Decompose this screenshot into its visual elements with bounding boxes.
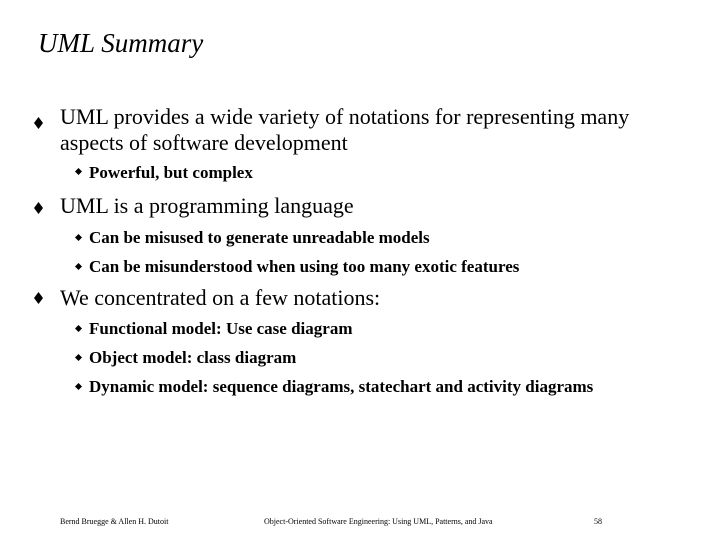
slide-title: UML Summary [38,28,204,58]
footer-page-number: 58 [594,517,602,526]
sub-bullet-item: Functional model: Use case diagram [89,319,353,338]
footer-book-title: Object-Oriented Software Engineering: Using UML, Patterns, and Java [264,517,493,526]
bullet-item: UML provides a wide variety of notations for representing many aspects of software development [60,104,630,155]
sub-bullet-item: Can be misunderstood when using too many exotic features [89,257,520,276]
diamond-subbullet-icon [75,325,82,332]
sub-bullet-item: Powerful, but complex [89,163,253,182]
diamond-bullet-icon [34,117,43,129]
diamond-bullet-icon [34,202,43,214]
diamond-subbullet-icon [75,354,82,361]
bullet-item: UML is a programming language [60,193,354,218]
diamond-subbullet-icon [75,234,82,241]
diamond-bullet-icon [34,292,43,304]
diamond-subbullet-icon [75,263,82,270]
sub-bullet-item: Dynamic model: sequence diagrams, statechart and activity diagrams [89,377,594,396]
sub-bullet-item: Can be misused to generate unreadable models [89,228,430,247]
diamond-subbullet-icon [75,383,82,390]
footer-authors: Bernd Bruegge & Allen H. Dutoit [60,517,169,526]
sub-bullet-item: Object model: class diagram [89,348,297,367]
diamond-subbullet-icon [75,168,82,175]
bullet-item: We concentrated on a few notations: [60,285,381,310]
